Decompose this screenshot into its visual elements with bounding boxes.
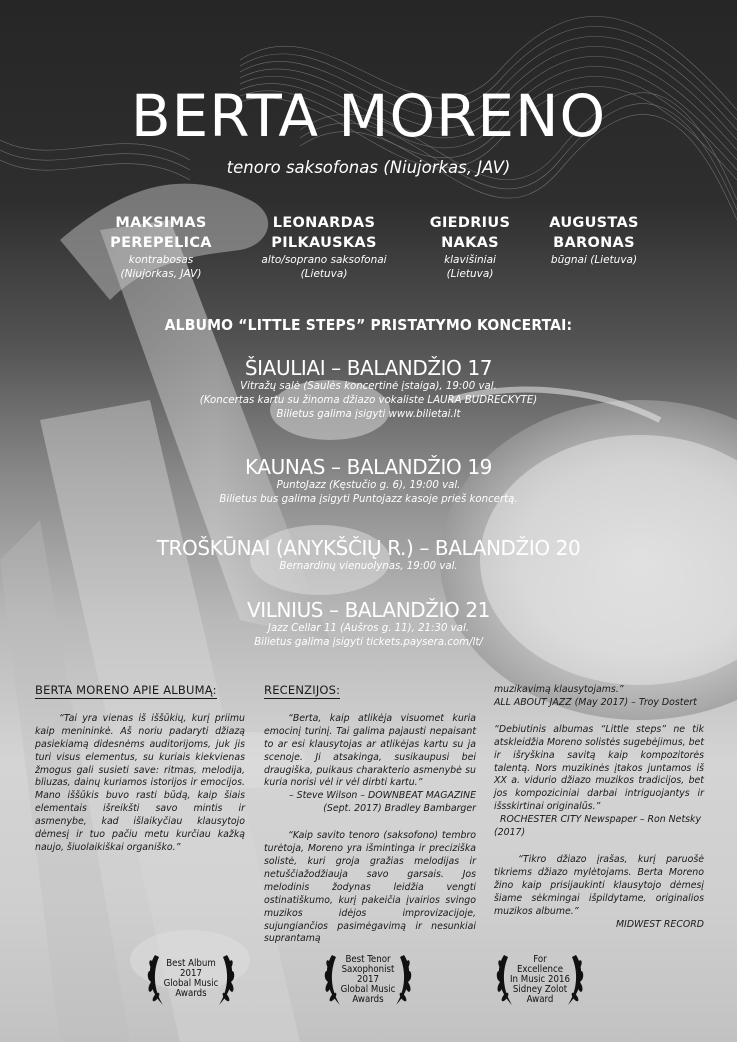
musician-role: alto/soprano saksofonai	[261, 254, 387, 266]
concert-siauliai	[0, 356, 737, 422]
concert-venue: Bernardinų vienuolynas, 19:00 val.	[279, 561, 458, 572]
reviews-heading: RECENZIJOS:	[264, 683, 341, 697]
concert-tickets: Bilietus bus galima įsigyti Puntojazz kasoje prieš koncertą.	[219, 494, 518, 505]
concert-vilnius	[0, 598, 737, 650]
musician-name: LEONARDAS	[272, 215, 376, 231]
artist-instrument: tenoro saksofonas (Niujorkas, JAV)	[226, 158, 511, 177]
musician-name: PILKAUSKAS	[271, 235, 377, 251]
review-quote: “Debiutinis albumas “Little steps” ne tik atskleidžia Moreno solistės sugebėjimus, bet ir išryškina savitą kaip kompozitorės talentą. Nors muzikinės įtakos juntamos iš XX a. vidurio džiazo muzikos tradicijos, bet jos kompoziciniai darbai intriguojantys ir išsskirtinai originalūs.”	[494, 723, 704, 813]
concert-city-date: KAUNAS – BALANDŽIO 19	[245, 455, 492, 479]
musician-name: NAKAS	[441, 235, 499, 251]
musician-name: MAKSIMAS	[115, 215, 207, 231]
musician-name: AUGUSTAS	[549, 215, 639, 231]
concert-venue: Vitražų salė (Saulės koncertinė įstaiga), 19:00 val.	[240, 381, 497, 392]
award-best-tenor	[318, 945, 418, 1015]
concert-troskunai	[0, 536, 737, 574]
musician-role: klavišiniai	[444, 254, 496, 266]
award-best-album	[141, 945, 241, 1015]
about-album-column	[35, 684, 245, 855]
musician-name: BARONAS	[553, 235, 635, 251]
musician-baronas	[530, 213, 658, 267]
review-quote-continued: muzikavimą klausytojams.”	[494, 684, 624, 695]
concert-city-date: TROŠKŪNAI (ANYKŠČIŲ R.) – BALANDŽIO 20	[156, 536, 581, 560]
concert-kaunas	[0, 455, 737, 507]
award-text: For Excellence In Music 2016 Sidney Zolot Award	[509, 954, 571, 1005]
review-credit: – Steve Wilson – DOWNBEAT MAGAZINE	[288, 790, 476, 802]
concert-note: (Koncertas kartu su žinoma džiazo vokaliste LAURA BUDRECKYTE)	[199, 395, 538, 406]
concert-venue: Jazz Cellar 11 (Aušros g. 11), 21:30 val.	[267, 623, 470, 634]
musician-perepelica	[96, 213, 226, 281]
award-text: Best Album 2017 Global Music Awards	[163, 958, 219, 999]
review-credit: (2017)	[494, 827, 526, 839]
reviews-column	[264, 684, 476, 946]
musician-role: būgnai (Lietuva)	[550, 254, 638, 266]
musician-pilkauskas	[244, 213, 404, 281]
artist-name: BERTA MORENO	[130, 82, 607, 150]
review-quote: “Kaip savito tenoro (saksofono) tembro turėtoja, Moreno yra išmintinga ir preciziška solistė, kuri groja gražias melodijas ir netuščiažodžiauja savo garsais. Jos melodinis žodynas leidžia vengti ostinatiškumo, kurį pakeičia įvairios svingo muzikos idėjos improvizacijoje, sujungiančios pasimėgavimą ir nesunkiai suprantamą	[264, 830, 476, 945]
about-heading: BERTA MORENO APIE ALBUMĄ:	[35, 683, 217, 697]
musician-name: PEREPELICA	[110, 235, 212, 251]
concert-venue: PuntoJazz (Kęstučio g. 6), 19:00 val.	[276, 480, 461, 491]
concert-city-date: ŠIAULIAI – BALANDŽIO 17	[244, 356, 493, 380]
review-credit: ROCHESTER CITY Newspaper – Ron Netsky	[500, 814, 701, 826]
musician-role: kontrabosas	[128, 254, 194, 266]
review-credit: ALL ABOUT JAZZ (May 2017) – Troy Dostert	[494, 696, 697, 708]
musician-name: GIEDRIUS	[429, 215, 511, 231]
musician-origin: (Lietuva)	[300, 268, 348, 280]
concert-tickets: Bilietus galima įsigyti www.bilietai.lt	[276, 409, 461, 420]
musician-nakas	[415, 213, 525, 281]
review-quote: “Berta, kaip atlikėja visuomet kuria emocinį turinį. Tai galima pajausti nepaisant to ar esi klausytojas ar atlikėjas kartu su ja scenoje. Ji atsakinga, susikaupusi bei draugiška, puikaus charakterio asmenybė su kuria norisi vėl ir vėl dirbti kartu.”	[264, 712, 476, 789]
award-text: Best Tenor Saxophonist 2017 Global Music Awards	[340, 954, 396, 1005]
reviews-column-2	[494, 684, 704, 931]
concert-tickets: Bilietus galima įsigyti tickets.paysera.com/lt/	[254, 637, 483, 648]
concerts-heading: ALBUMO “LITTLE STEPS” PRISTATYMO KONCERTAI:	[164, 316, 573, 334]
award-excellence	[490, 945, 590, 1015]
review-quote: “Tikro džiazo įrašas, kurį paruošė tikriems džiazo mylėtojams. Berta Moreno žino kaip prisijaukinti klausytojo dėmesį šiame sėkmingai išpildytame, originalios muzikos albume.”	[494, 853, 704, 917]
musician-origin: (Niujorkas, JAV)	[120, 268, 202, 280]
artist-quote: “Tai yra vienas iš iššūkių, kurį priimu kaip menininkė. Aš noriu padaryti džiazą pasiekiamą didesnėms auditorijoms, juk jis turi visus elementus, su kuriais kiekvienas žmogus gali susieti save: ritmas, melodija, bliuzas, dainų kuriamos istorijos ir emocijos. Mano iššūkis buvo rasti būdą, kaip šiais elementais išreikšti savo mintis ir asmenybe, kad išlaikyčiau klausytojo dėmesį ir tuo pačiu metu kurčiau kažką naujo, šiuolaikiškai organiško.”	[35, 712, 245, 853]
review-credit: (Sept. 2017) Bradley Bambarger	[323, 803, 476, 815]
musician-origin: (Lietuva)	[446, 268, 494, 280]
concert-city-date: VILNIUS – BALANDŽIO 21	[246, 598, 491, 622]
review-credit: MIDWEST RECORD	[615, 918, 704, 930]
